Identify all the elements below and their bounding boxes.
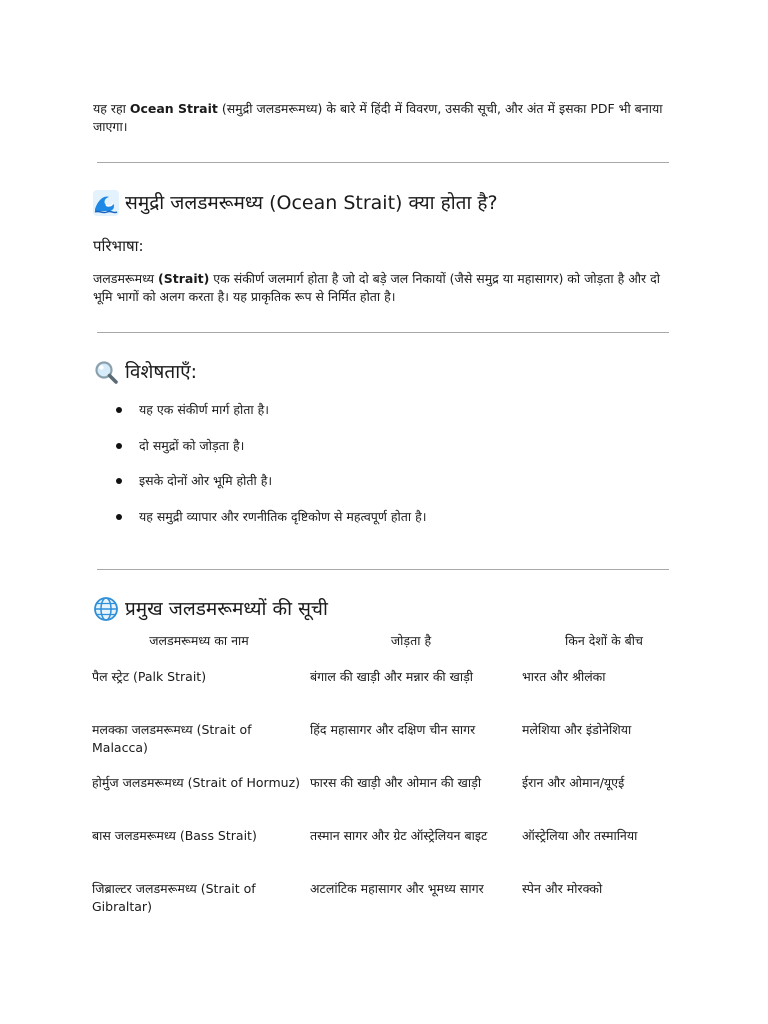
- list-item: [112, 400, 426, 436]
- list-item: [112, 436, 426, 472]
- table-cell: स्पेन और मोरक्को: [522, 881, 603, 896]
- table-cell: फारस की खाड़ी और ओमान की खाड़ी: [310, 775, 482, 790]
- column-header-name: जलडमरूमध्य का नाम: [149, 633, 249, 648]
- table-cell: ईरान और ओमान/यूएई: [522, 775, 625, 790]
- table-cell: पैल स्ट्रेट (Palk Strait): [92, 669, 207, 684]
- wave-icon: [93, 190, 119, 216]
- intro-paragraph: [93, 100, 683, 136]
- table-cell: अटलांटिक महासागर और भूमध्य सागर: [310, 881, 484, 896]
- definition-suffix: एक संकीर्ण जलमार्ग होता है जो दो बड़े जल निकायों (जैसे समुद्र या महासागर) को जोड़ता है और दो भूमि भागों को अलग करता है। यह प्राकृतिक रूप से निर्मित होता है।: [93, 271, 660, 304]
- intro-prefix: यह रहा: [93, 101, 130, 116]
- intro-suffix: (समुद्री जलडमरूमध्य) के बारे में हिंदी में विवरण, उसकी सूची, और अंत में इसका PDF भी बनाया जाएगा।: [93, 101, 663, 134]
- list-item-text: इसके दोनों ओर भूमि होती है।: [139, 473, 273, 488]
- list-item-text: दो समुद्रों को जोड़ता है।: [139, 437, 245, 453]
- table-cell: तस्मान सागर और ग्रेट ऑस्ट्रेलियन बाइट: [310, 828, 488, 843]
- table-cell: मलेशिया और इंडोनेशिया: [522, 722, 632, 737]
- table-cell: होर्मुज जलडमरूमध्य (Strait of Hormuz): [92, 775, 301, 790]
- table-cell: भारत और श्रीलंका: [522, 669, 606, 684]
- section2-heading: [93, 359, 197, 385]
- table-cell: बास जलडमरूमध्य (Bass Strait): [92, 828, 257, 843]
- table-row: [86, 880, 686, 933]
- definition-paragraph: [93, 270, 668, 306]
- section1-heading: [93, 190, 498, 216]
- magnifier-icon: [93, 359, 119, 385]
- section1-heading-text: समुद्री जलडमरूमध्य (Ocean Strait) क्या होता है?: [125, 192, 498, 214]
- section3-heading: [93, 596, 328, 622]
- bullet-icon: [116, 514, 122, 520]
- table-cell: हिंद महासागर और दक्षिण चीन सागर: [310, 722, 476, 737]
- table-header: [86, 632, 686, 668]
- list-item-text: यह एक संकीर्ण मार्ग होता है।: [139, 402, 269, 417]
- list-item: [112, 471, 426, 507]
- section2-heading-text: विशेषताएँ:: [125, 361, 198, 383]
- table-cell: बंगाल की खाड़ी और मन्नार की खाड़ी: [310, 669, 474, 684]
- table-row: [86, 668, 686, 721]
- table-row: [86, 774, 686, 827]
- table-cell: जिब्राल्टर जलडमरूमध्य (Strait of Gibraltar): [92, 881, 256, 914]
- table-cell: मलक्का जलडमरूमध्य (Strait of Malacca): [92, 722, 252, 755]
- divider-1: [97, 162, 669, 163]
- straits-table: [86, 632, 686, 933]
- definition-prefix: जलडमरूमध्य: [93, 271, 159, 286]
- table-cell: ऑस्ट्रेलिया और तस्मानिया: [522, 828, 638, 843]
- list-item: [112, 507, 426, 543]
- definition-bold-term: (Strait): [158, 271, 210, 286]
- table-row: [86, 721, 686, 774]
- bullet-icon: [116, 443, 122, 449]
- definition-subheading: परिभाषा:: [93, 237, 144, 255]
- intro-bold-term: Ocean Strait: [129, 101, 218, 116]
- bullet-icon: [116, 478, 122, 484]
- features-list: [112, 400, 426, 542]
- table-row: [86, 827, 686, 880]
- globe-icon: [93, 596, 119, 622]
- divider-2: [97, 332, 669, 333]
- column-header-countries: किन देशों के बीच: [565, 633, 643, 648]
- list-item-text: यह समुद्री व्यापार और रणनीतिक दृष्टिकोण से महत्वपूर्ण होता है।: [139, 508, 427, 524]
- divider-3: [97, 569, 669, 570]
- bullet-icon: [116, 407, 122, 413]
- column-header-connects: जोड़ता है: [390, 633, 432, 648]
- section3-heading-text: प्रमुख जलडमरूमध्यों की सूची: [125, 598, 328, 620]
